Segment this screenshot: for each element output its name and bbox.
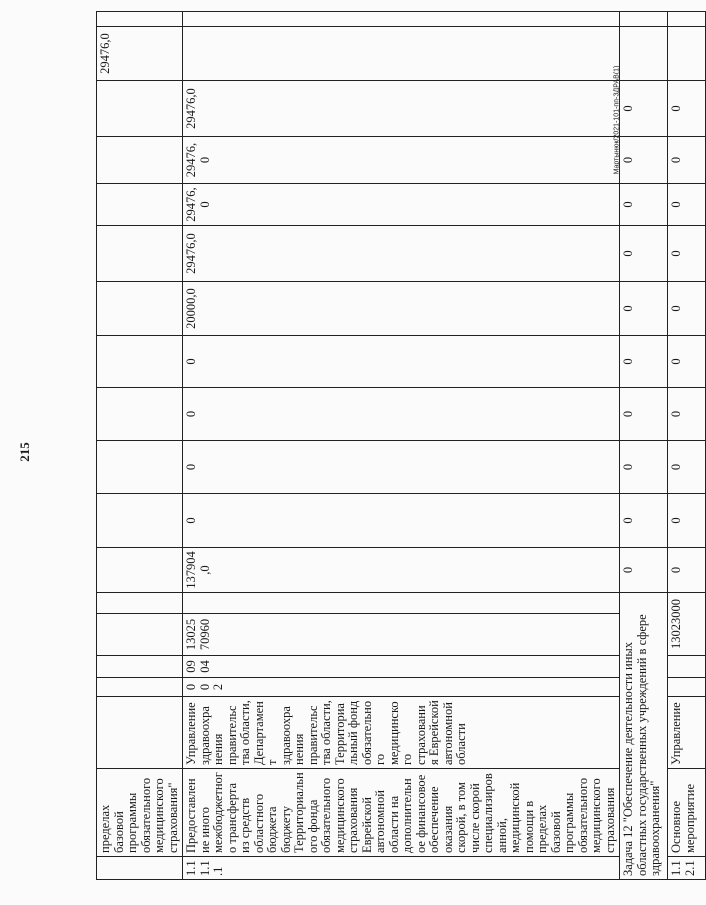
cell-grbs <box>97 678 183 697</box>
cell-year-c: 0 <box>183 388 620 441</box>
page-number: 215 <box>17 442 32 462</box>
cell-year-h: 0 <box>668 137 706 184</box>
cell-year-f: 29476,0 <box>183 226 620 282</box>
cell-total: 137904,0 <box>183 548 620 593</box>
cell-year-f: 0 <box>668 226 706 282</box>
cell-grbs: 002 <box>183 678 620 697</box>
cell-year-g: 0 <box>620 184 668 226</box>
cell-csr: 1302570960 <box>183 614 620 656</box>
cell-year-c: 0 <box>620 388 668 441</box>
cell-code: 1.12.1 <box>668 857 706 880</box>
cell-year-2021 <box>97 226 183 282</box>
cell-year-i: 29476,0 <box>183 81 620 137</box>
cell-year-2016 <box>97 494 183 548</box>
cell-csr: 13023000 <box>668 593 706 656</box>
cell-year-2022 <box>97 184 183 226</box>
cell-year-a: 0 <box>620 494 668 548</box>
table-row-continuation <box>97 12 183 880</box>
cell-rzpr: 0904 <box>183 656 620 678</box>
cell-code: 1.11.1.1 <box>183 857 620 880</box>
cell-year-2019 <box>97 336 183 388</box>
cell-vr <box>97 593 183 614</box>
cell-year-e: 20000,0 <box>183 282 620 336</box>
cell-year-d: 0 <box>183 336 620 388</box>
table-row-1-12-1 <box>668 12 706 880</box>
cell-edge <box>620 12 668 27</box>
cell-year-g: 29476,0 <box>183 184 620 226</box>
cell-executor: Управление <box>668 697 706 769</box>
cell-description: пределах базовой программы обязательного медицинского страхования" <box>97 769 183 857</box>
cell-year-e: 0 <box>620 282 668 336</box>
cell-year-2018 <box>97 388 183 441</box>
cell-year-h: 29476,0 <box>183 137 620 184</box>
cell-year-2024 <box>97 81 183 137</box>
cell-year-c: 0 <box>668 388 706 441</box>
cell-year-e: 0 <box>668 282 706 336</box>
cell-year-a: 0 <box>183 494 620 548</box>
cell-description: Предоставление иного межбюджетного трансферта из средств областного бюджета бюджету Территориального фонда обязательного медицинского страхования Еврейской автономной области на дополнительное финансовое обеспечение оказания скорой, в том числе скорой специализированной, медицинской помощи в пределах базовой программы обязательного медицинского страхования <box>183 769 620 857</box>
cell-year-g: 0 <box>668 184 706 226</box>
cell-year-h: 0 <box>620 137 668 184</box>
cell-total: 0 <box>668 548 706 593</box>
cell-vr <box>183 593 620 614</box>
cell-executor <box>97 697 183 769</box>
cell-year-2025: 29476,0 <box>97 27 183 81</box>
cell-year-b: 0 <box>183 441 620 494</box>
cell-year-i: 0 <box>620 81 668 137</box>
cell-code <box>97 857 183 880</box>
cell-description: Основное мероприятие <box>668 769 706 857</box>
cell-year-a: 0 <box>668 494 706 548</box>
program-table <box>96 11 706 880</box>
cell-edge <box>183 12 620 27</box>
cell-total <box>97 548 183 593</box>
cell-task-title: Задача 12 "Обеспечение деятельности иных областных государственных учреждений в сфере здравоохранения" <box>620 593 668 880</box>
cell-year-i: 0 <box>668 81 706 137</box>
cell-edge <box>668 12 706 27</box>
cell-extra <box>183 27 620 81</box>
table-row-1-11-1-1 <box>183 12 620 880</box>
cell-year-b: 0 <box>620 441 668 494</box>
footer-code: Мартынюк/2021-101-пп-ЗДРАВ(1) <box>613 65 621 175</box>
cell-year-d: 0 <box>668 336 706 388</box>
cell-executor: Управление здравоохранения правительства области, Департамент здравоохранения правительства области, Территориальный фонд обязательного медицинского страхования Еврейской автономной области <box>183 697 620 769</box>
cell-year-2023 <box>97 137 183 184</box>
cell-year-d: 0 <box>620 336 668 388</box>
cell-rzpr <box>97 656 183 678</box>
cell-year-f: 0 <box>620 226 668 282</box>
cell-csr <box>97 614 183 656</box>
cell-year-2020 <box>97 282 183 336</box>
cell-year-b: 0 <box>668 441 706 494</box>
cell-extra <box>620 27 668 81</box>
cell-grbs <box>668 678 706 697</box>
cell-rzpr <box>668 656 706 678</box>
table-row-task-12 <box>620 12 668 880</box>
cell-edge <box>97 12 183 27</box>
cell-total: 0 <box>620 548 668 593</box>
cell-extra <box>668 27 706 81</box>
cell-year-2017 <box>97 441 183 494</box>
